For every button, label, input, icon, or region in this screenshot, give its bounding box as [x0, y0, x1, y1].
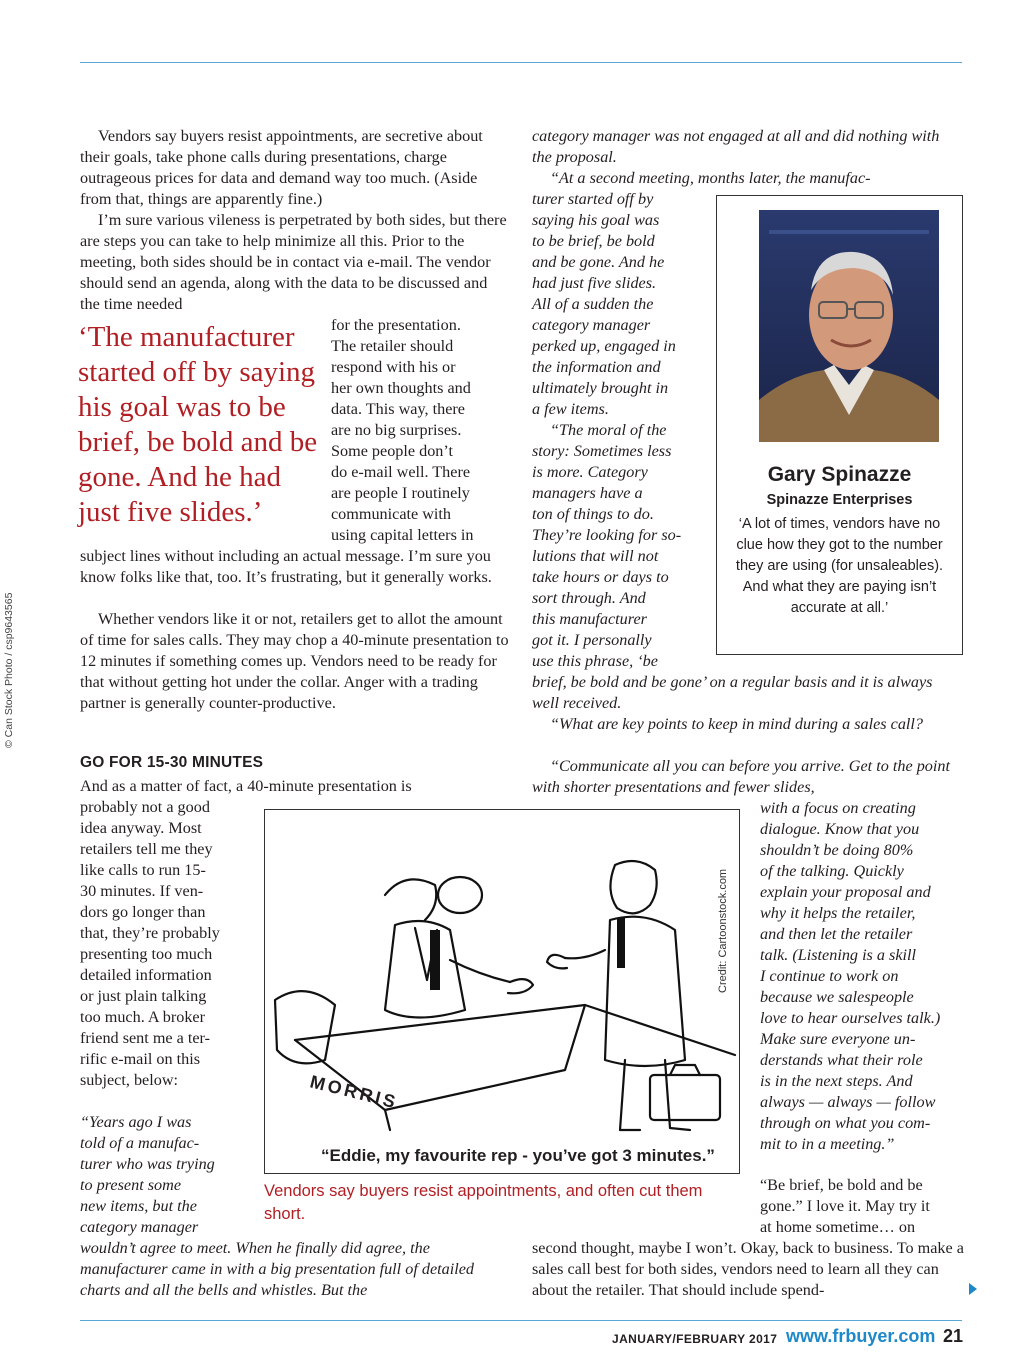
text-line: communicate with: [331, 505, 452, 523]
text-line: detailed information: [80, 966, 212, 984]
text-line: mit to in a meeting.”: [760, 1135, 895, 1153]
text-line: explain your proposal and: [760, 883, 931, 901]
cartoon-signature: MORRIS: [308, 1071, 401, 1113]
text-line: probably not a good: [80, 798, 210, 816]
text-line: love to hear ourselves talk.): [760, 1009, 941, 1027]
text-line: using capital letters in: [331, 526, 474, 544]
text-line: retailers tell me they: [80, 840, 213, 858]
continue-arrow-icon: [969, 1283, 977, 1295]
text-line: All of a sudden the: [532, 295, 654, 313]
text-line: respond with his or: [331, 358, 456, 376]
text-line: take hours or days to: [532, 568, 669, 586]
text-line: Some people don’t: [331, 442, 453, 460]
text-line: turer who was trying: [80, 1155, 215, 1173]
cartoon-credit: Credit: Cartoonstock.com: [717, 868, 729, 993]
photo-credit: © Can Stock Photo / csp9643565: [3, 592, 15, 748]
text-line: and then let the retailer: [760, 925, 913, 943]
quote-continued: wouldn’t agree to meet. When he finally did agree, the manufacturer came in with a big presentation full of detailed charts and all the bells and whistles. But the: [80, 1239, 475, 1299]
text-line: perked up, engaged in: [532, 337, 676, 355]
figure-caption: Vendors say buyers resist appointments, and often cut them short.: [264, 1182, 703, 1223]
text-line: that, they’re probably: [80, 924, 220, 942]
text-line: subject, below:: [80, 1071, 179, 1089]
website-link[interactable]: www.frbuyer.com: [786, 1326, 936, 1346]
text-line: for the presentation.: [331, 316, 461, 334]
text-line: of the talking. Quickly: [760, 862, 904, 880]
text-line: 30 minutes. If ven-: [80, 882, 204, 900]
page-number: 21: [943, 1326, 964, 1346]
paragraph-2: I’m sure various vileness is perpetrated by both sides, but there are steps you can take to help minimize all this. Prior to the meeting, both sides should be in contact via e-mail. The vendor should send an agenda, along with the data to be discussed and the time needed: [80, 211, 507, 313]
pull-quote: ‘The manufacturer started off by saying his goal was to be brief, be bold and be gone. And he had just five slides.’: [78, 321, 318, 528]
text-line: friend sent me a ter-: [80, 1029, 211, 1047]
col2-narrow: [532, 189, 712, 672]
text-line: The retailer should: [331, 337, 454, 355]
paragraph-1: Vendors say buyers resist appointments, are secretive about their goals, take phone calls during presentations, charge outrageous prices for data and demand way too much. (Aside from that, things are apparently fine.): [80, 127, 483, 208]
text-line: dors go longer than: [80, 903, 206, 921]
col2-wide-1: brief, be bold and be gone’ on a regular basis and it is always well received.: [532, 673, 933, 712]
text-line: talk. (Listening is a skill: [760, 946, 917, 964]
text-line: with a focus on creating: [760, 799, 916, 817]
text-line: a few items.: [532, 400, 609, 418]
text-line: why it helps the retailer,: [760, 904, 916, 922]
text-line: and be gone. And he: [532, 253, 665, 271]
text-line: I continue to work on: [760, 967, 899, 985]
text-line: told of a manufac-: [80, 1134, 200, 1152]
text-line: to present some: [80, 1176, 182, 1194]
text-line: turer started off by: [532, 190, 654, 208]
text-line: gone.” I love it. May try it: [760, 1197, 930, 1215]
text-line: managers have a: [532, 484, 643, 502]
text-line: or just plain talking: [80, 987, 207, 1005]
profile-company: Spinazze Enterprises: [766, 492, 913, 508]
col2-wide-3: “Communicate all you can before you arrive. Get to the point with shorter presentations and fewer slides,: [532, 757, 950, 796]
col2-top: category manager was not engaged at all and did nothing with the proposal.: [532, 127, 940, 166]
col2-wide-2: “What are key points to keep in mind during a sales call?: [550, 715, 924, 733]
text-line: this manufacturer: [532, 610, 647, 628]
text-line: dialogue. Know that you: [760, 820, 920, 838]
text-line: data. This way, there: [331, 400, 465, 418]
quote-narrow: [80, 1112, 260, 1238]
cartoon-illustration: [264, 809, 740, 1174]
col2-narrow-2: [760, 798, 965, 1155]
text-line: saying his goal was: [532, 211, 660, 229]
text-line: “Years ago I was: [80, 1113, 192, 1131]
text-line: had just five slides.: [532, 274, 657, 292]
text-line: is more. Category: [532, 463, 648, 481]
text-line: are no big surprises.: [331, 421, 462, 439]
text-line: “Be brief, be bold and be: [760, 1176, 923, 1194]
text-line: got it. I personally: [532, 631, 652, 649]
text-line: like calls to run 15-: [80, 861, 206, 879]
paragraph-4-first: And as a matter of fact, a 40-minute presentation is: [80, 777, 412, 795]
text-line: are people I routinely: [331, 484, 470, 502]
text-line: use this phrase, ‘be: [532, 652, 658, 670]
paragraph-2-wrap: [331, 315, 511, 546]
issue-date: JANUARY/FEBRUARY 2017: [612, 1332, 778, 1346]
text-line: too much. A broker: [80, 1008, 205, 1026]
text-line: “The moral of the: [550, 421, 667, 439]
text-line: category manager: [80, 1218, 199, 1236]
portrait-photo: [759, 210, 939, 442]
text-line: rific e-mail on this: [80, 1050, 201, 1068]
cartoon-caption: “Eddie, my favourite rep - you’ve got 3 minutes.”: [321, 1146, 715, 1165]
profile-quote: ‘A lot of times, vendors have no clue how they got to the number they are using (for unsaleables). And what they are paying isn’t accurate at all.’: [735, 516, 944, 616]
text-line: ultimately brought in: [532, 379, 669, 397]
text-line: new items, but the: [80, 1197, 197, 1215]
text-line: ton of things to do.: [532, 505, 654, 523]
text-line: shouldn’t be doing 80%: [760, 841, 914, 859]
text-line: Make sure everyone un-: [760, 1030, 916, 1048]
top-rule: [80, 62, 962, 63]
text-line: derstands what their role: [760, 1051, 923, 1069]
text-line: the information and: [532, 358, 661, 376]
text-line: category manager: [532, 316, 651, 334]
text-line: idea anyway. Most: [80, 819, 202, 837]
col2-second-meeting: “At a second meeting, months later, the manufac-: [550, 169, 871, 187]
paragraph-4-narrow: [80, 797, 260, 1091]
col2-end: second thought, maybe I won’t. Okay, back to business. To make a sales call best for both sides, vendors need to learn all they can about the retailer. That should include spend-: [532, 1239, 964, 1299]
text-line: because we salespeople: [760, 988, 914, 1006]
text-line: her own thoughts and: [331, 379, 471, 397]
text-line: through on what you com-: [760, 1114, 931, 1132]
profile-box: [716, 195, 963, 655]
col2-narrow-3: [760, 1175, 965, 1238]
text-line: sort through. And: [532, 589, 646, 607]
text-line: They’re looking for so-: [532, 526, 682, 544]
text-line: presenting too much: [80, 945, 213, 963]
text-line: is in the next steps. And: [760, 1072, 913, 1090]
text-line: at home sometime… on: [760, 1218, 916, 1236]
text-line: to be brief, be bold: [532, 232, 655, 250]
section-heading: GO FOR 15-30 MINUTES: [80, 754, 264, 771]
text-line: do e-mail well. There: [331, 463, 471, 481]
paragraph-3: Whether vendors like it or not, retailers get to allot the amount of time for sales calls. They may chop a 40-minute presentation to 12 minutes if something comes up. Vendors need to be ready for that without getting hot under the collar. Anger with a trading partner is generally counter-productive.: [80, 610, 509, 712]
text-line: lutions that will not: [532, 547, 659, 565]
paragraph-2-end: subject lines without including an actual message. I’m sure you know folks like that, too. It’s frustrating, but it generally works.: [80, 547, 492, 586]
text-line: story: Sometimes less: [532, 442, 672, 460]
text-line: always — always — follow: [760, 1093, 936, 1111]
profile-name: Gary Spinazze: [767, 463, 912, 486]
bottom-rule: [80, 1320, 962, 1321]
cartoon-drawing: [265, 810, 739, 1173]
